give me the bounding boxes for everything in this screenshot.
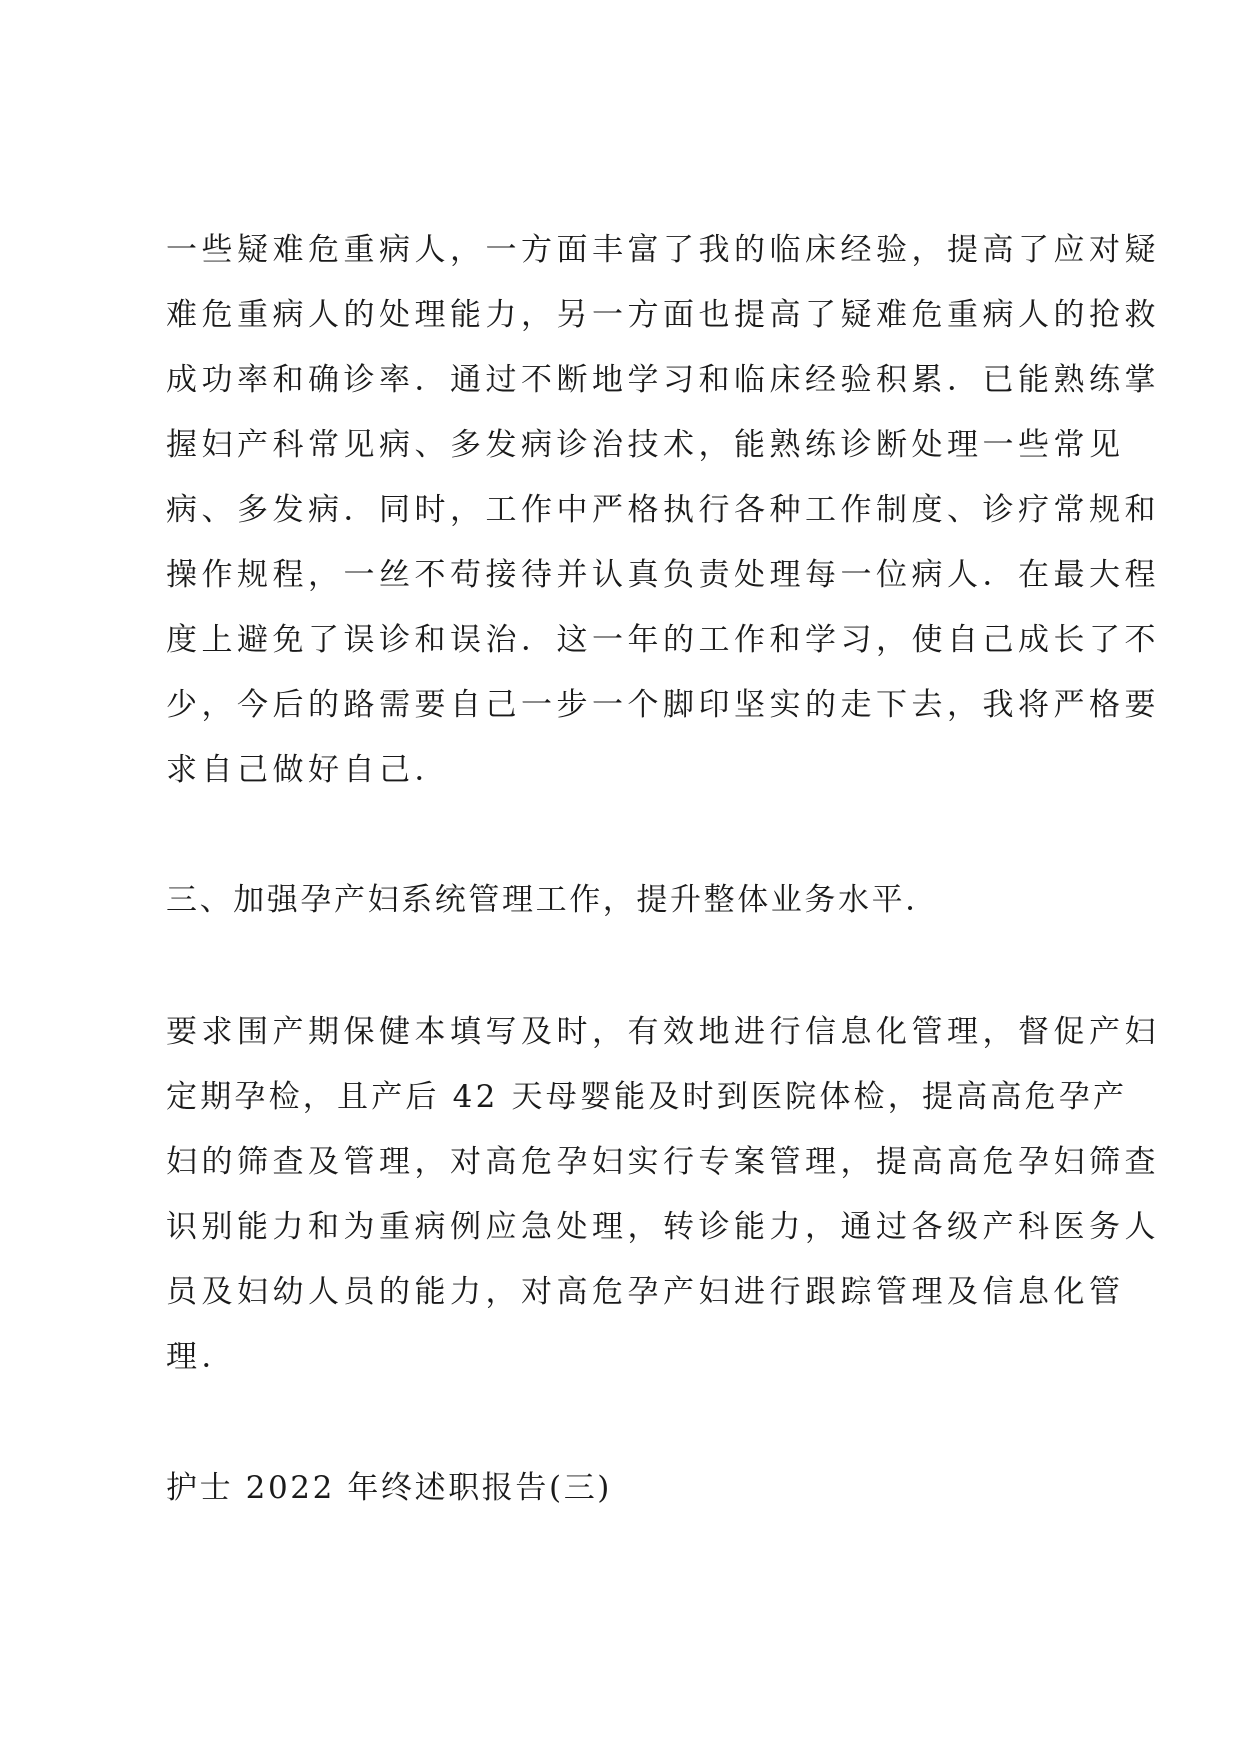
paragraph-1-line-1: 一些疑难危重病人，一方面丰富了我的临床经验，提高了应对疑 — [166, 232, 1160, 268]
paragraph-2-line-2: 定期孕检，且产后 42 天母婴能及时到医院体检，提高高危孕产 — [166, 1079, 1128, 1115]
paragraph-2-line-5: 员及妇幼人员的能力，对高危孕产妇进行跟踪管理及信息化管 — [166, 1274, 1125, 1310]
paragraph-1-line-3: 成功率和确诊率．通过不断地学习和临床经验积累．已能熟练掌 — [166, 362, 1160, 398]
paragraph-1-line-8: 少，今后的路需要自己一步一个脚印坚实的走下去，我将严格要 — [166, 687, 1160, 723]
paragraph-1-line-2: 难危重病人的处理能力，另一方面也提高了疑难危重病人的抢救 — [166, 297, 1160, 333]
paragraph-1-line-6: 操作规程，一丝不苟接待并认真负责处理每一位病人．在最大程 — [166, 557, 1160, 593]
paragraph-1-line-5: 病、多发病．同时，工作中严格执行各种工作制度、诊疗常规和 — [166, 492, 1160, 528]
paragraph-2-line-1: 要求围产期保健本填写及时，有效地进行信息化管理，督促产妇 — [166, 1014, 1160, 1050]
paragraph-1-line-7: 度上避免了误诊和误治．这一年的工作和学习，使自己成长了不 — [166, 622, 1160, 658]
paragraph-2-line-6: 理． — [166, 1339, 237, 1375]
paragraph-1-line-4: 握妇产科常见病、多发病诊治技术，能熟练诊断处理一些常见 — [166, 427, 1125, 463]
section-3-heading: 三、加强孕产妇系统管理工作，提升整体业务水平． — [166, 882, 939, 918]
paragraph-1-line-9: 求自己做好自己． — [166, 752, 450, 788]
paragraph-2-line-4: 识别能力和为重病例应急处理，转诊能力，通过各级产科医务人 — [166, 1209, 1160, 1245]
paragraph-2-line-3: 妇的筛查及管理，对高危孕妇实行专案管理，提高高危孕妇筛查 — [166, 1144, 1160, 1180]
next-report-title: 护士 2022 年终述职报告(三) — [166, 1470, 612, 1506]
